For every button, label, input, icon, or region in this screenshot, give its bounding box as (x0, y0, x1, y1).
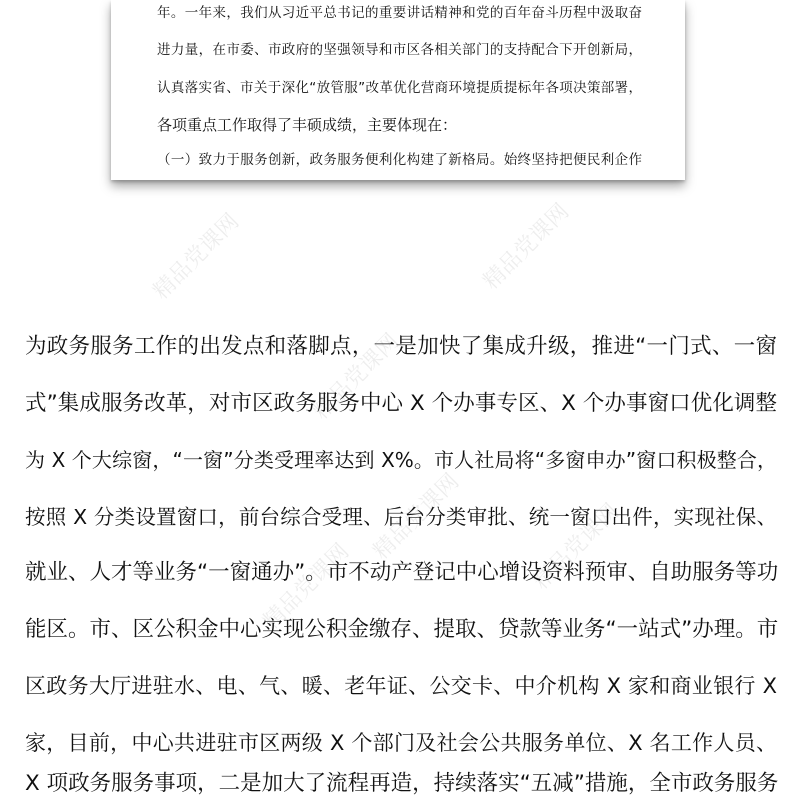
card-line: 年。一年来，我们从习近平总书记的重要讲话精神和党的百年奋斗历程中汲取奋 (157, 5, 642, 21)
body-line: 区政务大厅进驻水、电、气、暖、老年证、公交卡、中介机构 X 家和商业银行 X (25, 674, 777, 698)
watermark: 精品党课网 (368, 469, 465, 565)
document-page-preview (111, 0, 685, 180)
watermark: 精品党课网 (528, 499, 625, 595)
body-line: X 项政务服务事项，二是加大了流程再造，持续落实“五减”措施，全市政务服务 (25, 771, 779, 796)
card-line: 认真落实省、市关于深化“放管服”改革优化营商环境提质提标年各项决策部署， (157, 80, 642, 96)
body-line: 就业、人才等业务“一窗通办”。市不动产登记中心增设资料预审、自助服务等功 (25, 560, 779, 585)
watermark: 精品党课网 (478, 199, 575, 295)
card-line: （一）致力于服务创新，政务服务便利化构建了新格局。始终坚持把便民利企作 (157, 152, 642, 168)
body-line: 为 X 个大综窗，“一窗”分类受理率达到 X%。市人社局将“多窗申办”窗口积极整合， (25, 448, 777, 472)
card-line: 进力量，在市委、市政府的坚强领导和市区各相关部门的支持配合下开创新局， (157, 42, 642, 58)
watermark: 精品党课网 (258, 539, 355, 635)
watermark: 精品党课网 (148, 209, 245, 305)
body-line: 式”集成服务改革，对市区政务服务中心 X 个办事专区、X 个办事窗口优化调整 (25, 390, 777, 416)
body-line: 按照 X 分类设置窗口，前台综合受理、后台分类审批、统一窗口出件，实现社保、 (25, 504, 777, 529)
body-line: 家，目前，中心共进驻市区两级 X 个部门及社会公共服务单位、X 名工作人员、 (25, 730, 777, 755)
body-line: 能区。市、区公积金中心实现公积金缴存、提取、贷款等业务“一站式”办理。市 (25, 616, 779, 642)
watermark: 精品党课网 (308, 329, 405, 425)
card-line: 各项重点工作取得了丰硕成绩，主要体现在： (157, 116, 458, 134)
body-line: 为政务服务工作的出发点和落脚点，一是加快了集成升级，推进“一门式、一窗 (25, 334, 777, 359)
